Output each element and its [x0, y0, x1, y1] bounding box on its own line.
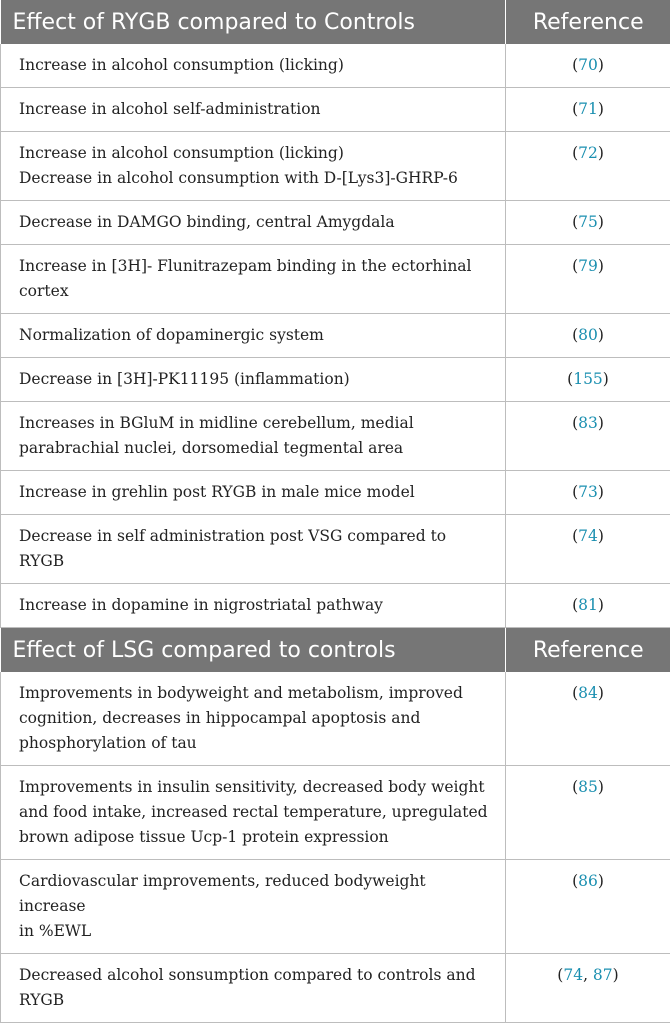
- reference-cell: [506, 358, 670, 402]
- effect-cell: [1, 245, 506, 314]
- reference-cell: [506, 402, 670, 471]
- effect-text-line: Normalization of dopaminergic system: [19, 323, 493, 348]
- effect-cell: [1, 584, 506, 628]
- reference-cell: [506, 584, 670, 628]
- effect-text-line: Increases in BGluM in midline cerebellum, medial: [19, 411, 493, 436]
- table-row: [1, 766, 670, 860]
- effect-text-line: Increase in grehlin post RYGB in male mice model: [19, 480, 493, 505]
- citation-link[interactable]: 85: [578, 778, 598, 796]
- effect-text-line: Increase in alcohol consumption (licking): [19, 141, 493, 166]
- close-paren: ): [598, 326, 604, 344]
- citation-link[interactable]: 71: [578, 100, 598, 118]
- effect-cell: [1, 402, 506, 471]
- effect-text-line: Cardiovascular improvements, reduced bodyweight increase: [19, 869, 493, 919]
- open-paren: (: [572, 872, 578, 890]
- effect-text-line: Increase in dopamine in nigrostriatal pathway: [19, 593, 493, 618]
- effect-cell: [1, 954, 506, 1023]
- effect-text-line: Increase in alcohol consumption (licking): [19, 53, 493, 78]
- close-paren: ): [598, 144, 604, 162]
- table-row: [1, 954, 670, 1023]
- open-paren: (: [572, 596, 578, 614]
- table-body: [1, 0, 670, 1023]
- close-paren: ): [598, 778, 604, 796]
- reference-cell: [506, 672, 670, 766]
- open-paren: (: [572, 213, 578, 231]
- reference-cell: [506, 954, 670, 1023]
- effect-cell: [1, 471, 506, 515]
- table-row: [1, 358, 670, 402]
- effect-cell: [1, 314, 506, 358]
- effect-text-line: Improvements in bodyweight and metabolism, improved: [19, 681, 493, 706]
- reference-column-header: Reference: [506, 0, 670, 44]
- table-row: [1, 584, 670, 628]
- reference-cell: [506, 132, 670, 201]
- effect-text-line: Improvements in insulin sensitivity, decreased body weight: [19, 775, 493, 800]
- open-paren: (: [572, 257, 578, 275]
- section-header-row: [1, 0, 670, 44]
- table-row: [1, 515, 670, 584]
- citation-link[interactable]: 75: [578, 213, 598, 231]
- effect-cell: [1, 88, 506, 132]
- citation-link[interactable]: 155: [573, 370, 603, 388]
- close-paren: ): [598, 56, 604, 74]
- close-paren: ): [598, 483, 604, 501]
- table-row: [1, 201, 670, 245]
- close-paren: ): [598, 257, 604, 275]
- reference-cell: [506, 44, 670, 88]
- effect-cell: [1, 201, 506, 245]
- reference-cell: [506, 515, 670, 584]
- close-paren: ): [598, 684, 604, 702]
- close-paren: ): [598, 414, 604, 432]
- citation-link[interactable]: 79: [578, 257, 598, 275]
- citation-link[interactable]: 80: [578, 326, 598, 344]
- table-row: [1, 860, 670, 954]
- open-paren: (: [572, 414, 578, 432]
- table-row: [1, 672, 670, 766]
- effect-column-header: Effect of RYGB compared to Controls: [1, 0, 506, 44]
- table-row: [1, 44, 670, 88]
- citation-separator: ,: [583, 966, 593, 984]
- reference-cell: [506, 860, 670, 954]
- close-paren: ): [598, 872, 604, 890]
- citation-link[interactable]: 86: [578, 872, 598, 890]
- table-row: [1, 471, 670, 515]
- open-paren: (: [572, 684, 578, 702]
- citation-link[interactable]: 74: [563, 966, 583, 984]
- effect-cell: [1, 672, 506, 766]
- open-paren: (: [572, 326, 578, 344]
- citation-link[interactable]: 83: [578, 414, 598, 432]
- close-paren: ): [603, 370, 609, 388]
- open-paren: (: [557, 966, 563, 984]
- table-row: [1, 245, 670, 314]
- citation-link[interactable]: 87: [593, 966, 613, 984]
- effect-text-line: phosphorylation of tau: [19, 731, 493, 756]
- close-paren: ): [598, 100, 604, 118]
- effect-text-line: Decrease in self administration post VSG compared to RYGB: [19, 524, 493, 574]
- open-paren: (: [572, 100, 578, 118]
- open-paren: (: [572, 527, 578, 545]
- effect-text-line: Decreased alcohol sonsumption compared to controls and: [19, 963, 493, 988]
- open-paren: (: [567, 370, 573, 388]
- reference-cell: [506, 471, 670, 515]
- reference-column-header: Reference: [506, 628, 670, 673]
- effect-cell: [1, 358, 506, 402]
- citation-link[interactable]: 81: [578, 596, 598, 614]
- table-row: [1, 402, 670, 471]
- effect-cell: [1, 860, 506, 954]
- effect-text-line: Decrease in [3H]-PK11195 (inflammation): [19, 367, 493, 392]
- reference-cell: [506, 766, 670, 860]
- open-paren: (: [572, 483, 578, 501]
- table-row: [1, 132, 670, 201]
- close-paren: ): [598, 213, 604, 231]
- effect-cell: [1, 766, 506, 860]
- effect-text-line: and food intake, increased rectal temperature, upregulated: [19, 800, 493, 825]
- open-paren: (: [572, 778, 578, 796]
- effect-text-line: brown adipose tissue Ucp-1 protein expression: [19, 825, 493, 850]
- citation-link[interactable]: 72: [578, 144, 598, 162]
- effect-text-line: RYGB: [19, 988, 493, 1013]
- table-row: [1, 88, 670, 132]
- effect-cell: [1, 44, 506, 88]
- effect-cell: [1, 515, 506, 584]
- effect-text-line: in %EWL: [19, 919, 493, 944]
- effect-text-line: parabrachial nuclei, dorsomedial tegmental area: [19, 436, 493, 461]
- reference-cell: [506, 314, 670, 358]
- citation-link[interactable]: 70: [578, 56, 598, 74]
- reference-cell: [506, 245, 670, 314]
- effect-text-line: cognition, decreases in hippocampal apoptosis and: [19, 706, 493, 731]
- effect-cell: [1, 132, 506, 201]
- section-header-row: [1, 628, 670, 673]
- close-paren: ): [598, 527, 604, 545]
- open-paren: (: [572, 144, 578, 162]
- close-paren: ): [613, 966, 619, 984]
- effect-text-line: Decrease in DAMGO binding, central Amygdala: [19, 210, 493, 235]
- table-row: [1, 314, 670, 358]
- close-paren: ): [598, 596, 604, 614]
- effect-text-line: Decrease in alcohol consumption with D-[Lys3]-GHRP-6: [19, 166, 493, 191]
- citation-link[interactable]: 84: [578, 684, 598, 702]
- effect-text-line: Increase in alcohol self-administration: [19, 97, 493, 122]
- effect-text-line: cortex: [19, 279, 493, 304]
- open-paren: (: [572, 56, 578, 74]
- effect-column-header: Effect of LSG compared to controls: [1, 628, 506, 673]
- reference-cell: [506, 88, 670, 132]
- citation-link[interactable]: 74: [578, 527, 598, 545]
- citation-link[interactable]: 73: [578, 483, 598, 501]
- effect-text-line: Increase in [3H]- Flunitrazepam binding in the ectorhinal: [19, 254, 493, 279]
- reference-cell: [506, 201, 670, 245]
